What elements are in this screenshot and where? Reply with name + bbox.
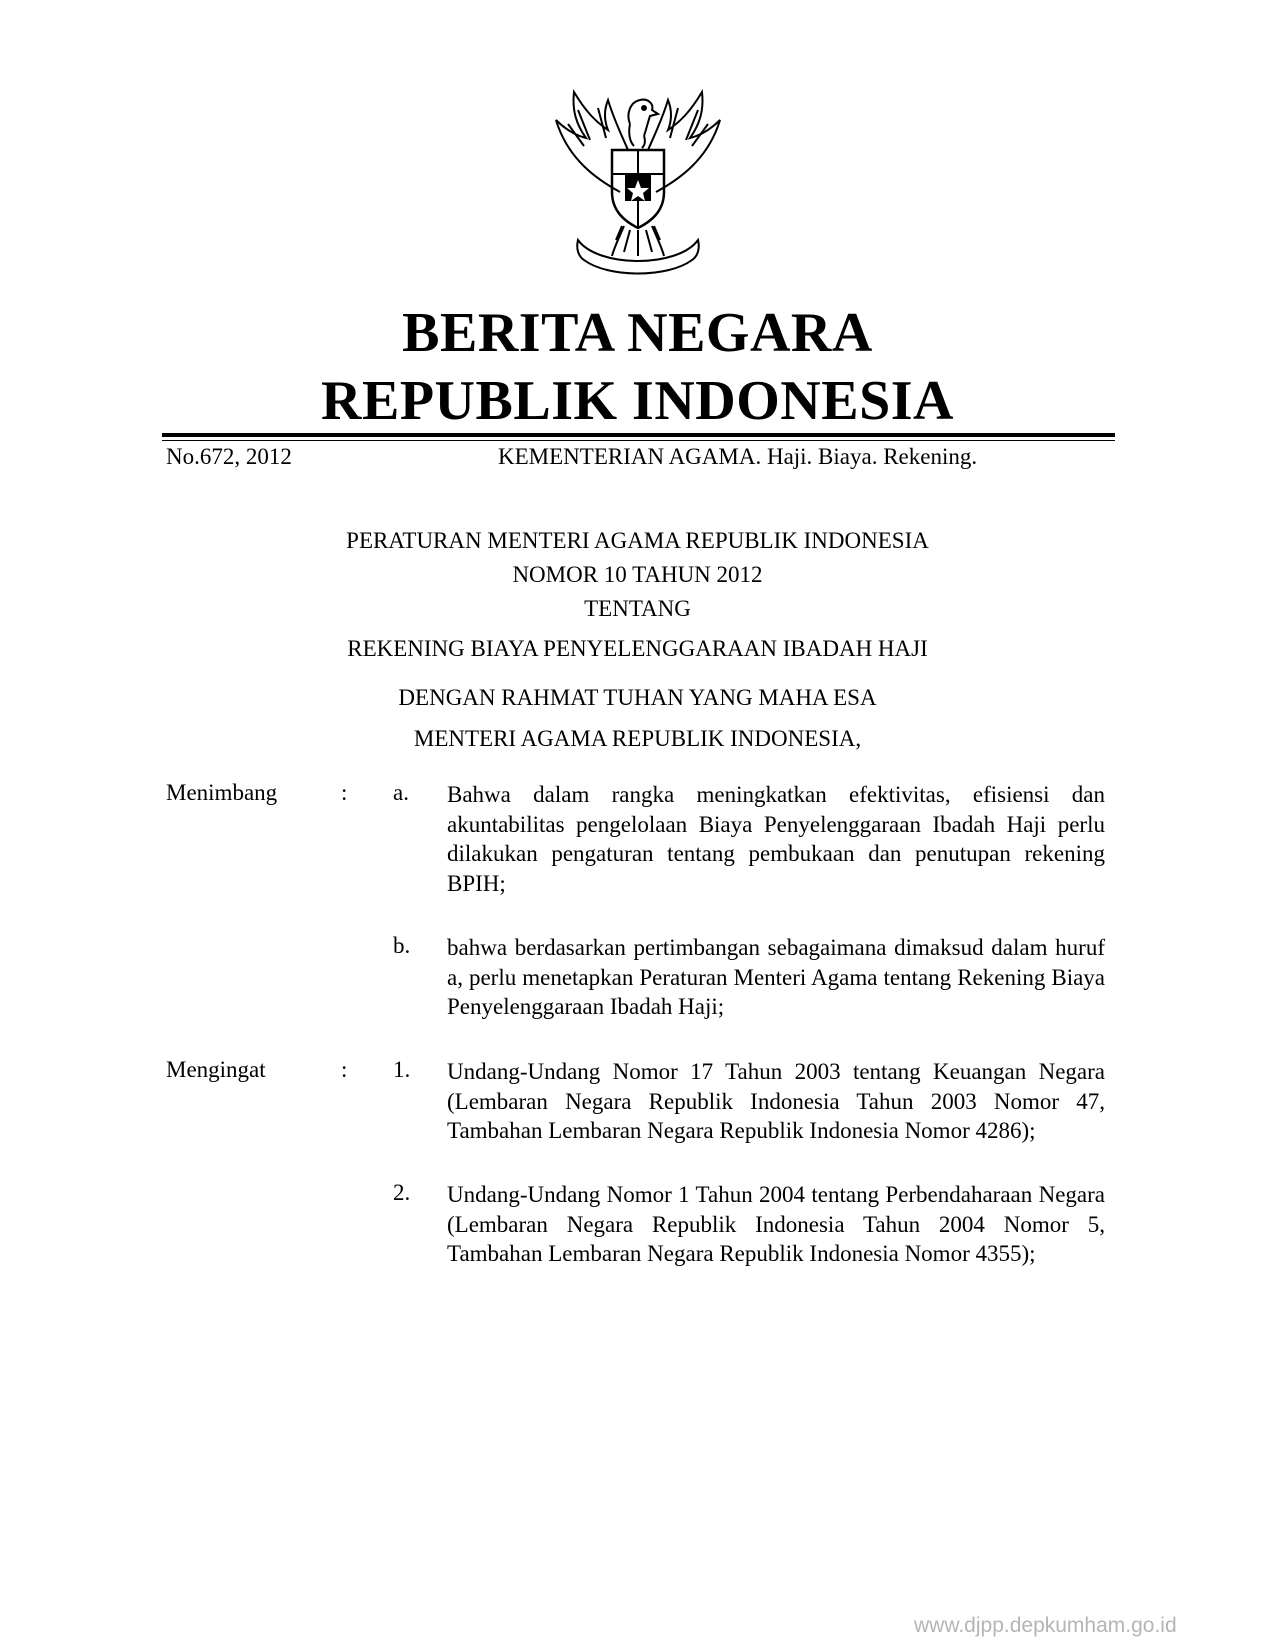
gazette-number: No.672, 2012 (166, 444, 292, 469)
mengingat-item-1-text: Undang-Undang Nomor 17 Tahun 2003 tentang Keuangan Negara (Lembaran Negara Republik Indonesia Tahun 2003 Nomor 47, Tambahan Lembaran Negara Republik Indonesia Nomor 4286); (447, 1059, 1105, 1143)
mengingat-label: Mengingat (166, 1057, 266, 1082)
mengingat-colon: : (341, 1057, 348, 1082)
regulation-subject: REKENING BIAYA PENYELENGGARAAN IBADAH HAJI (347, 636, 928, 661)
issuer: MENTERI AGAMA REPUBLIK INDONESIA, (413, 726, 862, 751)
preamble: DENGAN RAHMAT TUHAN YANG MAHA ESA (398, 685, 877, 710)
menimbang-item-a-marker: a. (393, 780, 409, 805)
regulation-about: TENTANG (584, 596, 691, 621)
watermark-url: www.djpp.depkumham.go.id (914, 1614, 1177, 1637)
masthead-rule-thick (162, 433, 1115, 437)
menimbang-colon: : (341, 780, 348, 805)
regulation-title: PERATURAN MENTERI AGAMA REPUBLIK INDONESIA (346, 528, 929, 553)
gazette-subject: KEMENTERIAN AGAMA. Haji. Biaya. Rekening. (498, 444, 978, 469)
menimbang-item-b-text: bahwa berdasarkan pertimbangan sebagaimana dimaksud dalam huruf a, perlu menetapkan Peraturan Menteri Agama tentang Rekening Biaya Penyelenggaraan Ibadah Haji; (447, 935, 1105, 1019)
mengingat-item-2-text: Undang-Undang Nomor 1 Tahun 2004 tentang Perbendaharaan Negara (Lembaran Negara Republik Indonesia Tahun 2004 Nomor 5, Tambahan Lembaran Negara Republik Indonesia Nomor 4355); (447, 1182, 1105, 1266)
regulation-number: NOMOR 10 TAHUN 2012 (512, 562, 763, 587)
menimbang-item-a-text: Bahwa dalam rangka meningkatkan efektivitas, efisiensi dan akuntabilitas pengelolaan Biaya Penyelenggaraan Ibadah Haji perlu dilakukan pengaturan tentang pembukaan dan penutupan rekening BPIH; (447, 782, 1105, 896)
menimbang-label: Menimbang (166, 780, 278, 805)
garuda-emblem (538, 80, 738, 280)
masthead-title-line1: BERITA NEGARA (402, 302, 873, 364)
menimbang-item-b-marker: b. (393, 933, 411, 958)
mengingat-item-2-marker: 2. (393, 1180, 411, 1205)
masthead-title-line2: REPUBLIK INDONESIA (321, 370, 954, 432)
mengingat-item-1-marker: 1. (393, 1057, 411, 1082)
masthead-rule-thin (162, 440, 1115, 441)
